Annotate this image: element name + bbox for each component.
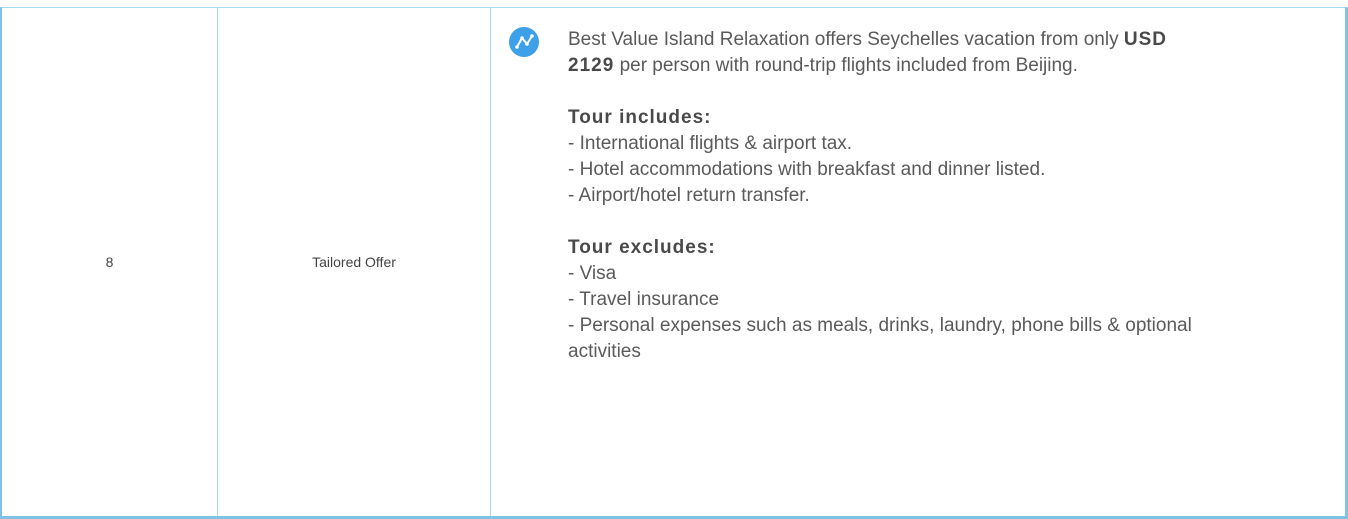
excludes-heading: Tour excludes: — [568, 237, 716, 258]
offer-price: USD 2129 — [568, 29, 1167, 76]
offer-description-cell — [491, 8, 1345, 516]
offer-description — [568, 27, 1208, 365]
includes-item: - Hotel accommodations with breakfast and dinner listed. — [568, 159, 1046, 180]
includes-item: - Airport/hotel return transfer. — [568, 185, 810, 206]
offer-type-cell — [218, 8, 491, 516]
offer-type: Tailored Offer — [312, 254, 396, 270]
table-row — [2, 8, 1345, 516]
row-index-cell — [2, 8, 218, 516]
excludes-item: - Personal expenses such as meals, drinks, laundry, phone bills & optional activities — [568, 315, 1192, 362]
excludes-item: - Travel insurance — [568, 289, 720, 310]
offer-intro-after: per person with round-trip flights included from Beijing. — [619, 55, 1078, 76]
includes-item: - International flights & airport tax. — [568, 133, 853, 154]
row-index: 8 — [105, 254, 114, 270]
excludes-item: - Visa — [568, 263, 617, 284]
offer-intro-before: Best Value Island Relaxation offers Seychelles vacation from only — [568, 29, 1119, 50]
excludes-list — [568, 261, 1208, 365]
trend-line-icon — [509, 27, 539, 57]
includes-heading: Tour includes: — [568, 107, 712, 128]
offer-table — [0, 7, 1348, 519]
offer-intro — [568, 27, 1208, 79]
includes-list — [568, 131, 1208, 209]
